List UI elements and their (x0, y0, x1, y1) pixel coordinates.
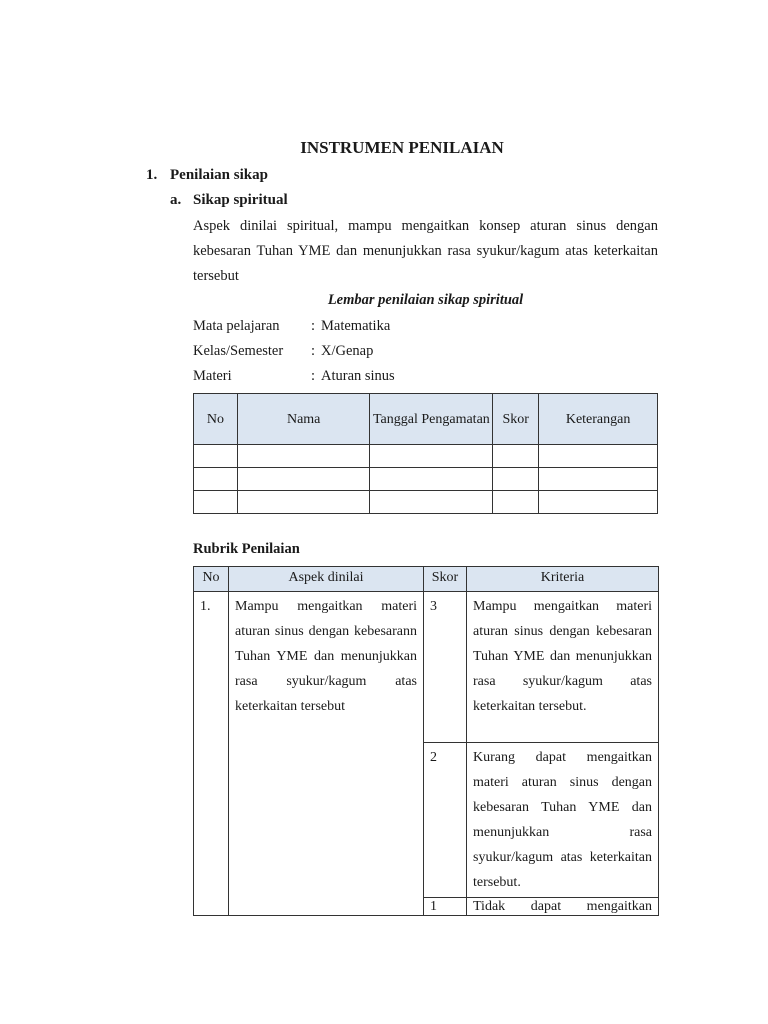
rubric-title: Rubrik Penilaian (193, 541, 300, 557)
column-header: Skor (493, 394, 539, 445)
column-header: Skor (424, 567, 467, 592)
info-row-subject (193, 318, 390, 335)
info-row-material (193, 368, 395, 385)
rubric-row (194, 592, 659, 743)
table-row (194, 445, 658, 468)
table-header-row (194, 394, 658, 445)
info-value: Matematika (321, 318, 391, 334)
column-header: Kriteria (467, 567, 659, 592)
column-header: Aspek dinilai (229, 567, 424, 592)
column-header: No (194, 394, 238, 445)
table-cell[interactable] (539, 445, 658, 468)
observation-table (193, 393, 658, 514)
section-heading: Penilaian sikap (170, 167, 268, 183)
criteria-score: 1 (424, 898, 467, 916)
table-cell[interactable] (370, 445, 493, 468)
criteria-score: 2 (424, 743, 467, 898)
info-row-class (193, 343, 373, 360)
table-cell[interactable] (493, 445, 539, 468)
criteria-score: 3 (424, 592, 467, 743)
criteria-text: Tidak dapat mengaitkan (467, 898, 659, 916)
criteria-text: Kurang dapat mengaitkan materi aturan sinus dengan kebesaran Tuhan YME dan menunjukkan rasa syukur/kagum atas keterkaitan tersebut. (467, 743, 659, 898)
table-cell[interactable] (370, 491, 493, 514)
section-number: 1. (146, 167, 158, 183)
rubric-aspect: Mampu mengaitkan materi aturan sinus dengan kebesarann Tuhan YME dan menunjukkan rasa syukur/kagum atas keterkaitan tersebut (229, 592, 424, 916)
table-row (194, 468, 658, 491)
column-header: No (194, 567, 229, 592)
info-separator: : (311, 343, 316, 359)
table-cell[interactable] (237, 468, 370, 491)
info-label: Kelas/Semester (193, 343, 284, 359)
table-cell[interactable] (194, 491, 238, 514)
table-cell[interactable] (493, 491, 539, 514)
column-header: Tanggal Pengamatan (370, 394, 493, 445)
rubric-header-row (194, 567, 659, 592)
rubric-row-number: 1. (194, 592, 229, 916)
table-cell[interactable] (493, 468, 539, 491)
table-cell[interactable] (237, 445, 370, 468)
column-header: Nama (237, 394, 370, 445)
info-label: Mata pelajaran (193, 318, 280, 334)
table-row (194, 491, 658, 514)
document-title: INSTRUMEN PENILAIAN (300, 138, 504, 157)
info-separator: : (311, 318, 316, 334)
table-cell[interactable] (370, 468, 493, 491)
info-value: Aturan sinus (321, 368, 395, 384)
table-cell[interactable] (539, 491, 658, 514)
table-cell[interactable] (237, 491, 370, 514)
table-cell[interactable] (194, 445, 238, 468)
info-label: Materi (193, 368, 232, 384)
sheet-title: Lembar penilaian sikap spiritual (327, 292, 524, 308)
info-value: X/Genap (321, 343, 374, 359)
table-cell[interactable] (194, 468, 238, 491)
subsection-letter: a. (170, 192, 182, 208)
rubric-table (193, 566, 659, 916)
criteria-text: Mampu mengaitkan materi aturan sinus dengan kebesaran Tuhan YME dan menunjukkan rasa syukur/kagum atas keterkaitan tersebut. (467, 592, 659, 743)
subsection-heading: Sikap spiritual (193, 192, 288, 208)
info-separator: : (311, 368, 316, 384)
column-header: Keterangan (539, 394, 658, 445)
table-cell[interactable] (539, 468, 658, 491)
aspect-paragraph: Aspek dinilai spiritual, mampu mengaitkan konsep aturan sinus dengan kebesaran Tuhan YME dan menunjukkan rasa syukur/kagum atas keterkaitan tersebut (193, 218, 658, 284)
